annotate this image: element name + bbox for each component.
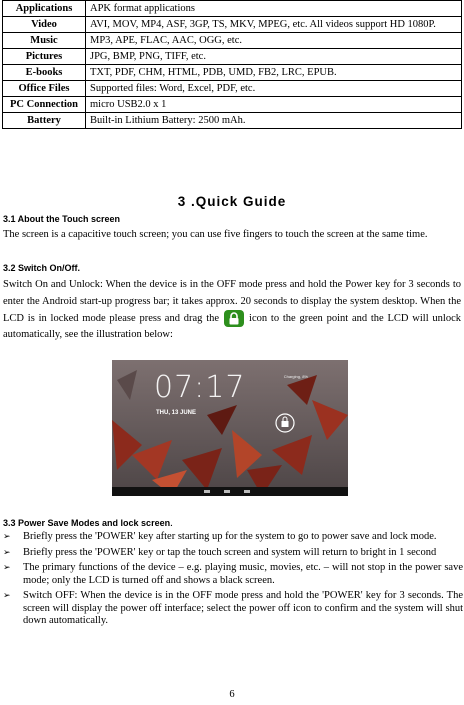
- spec-value: Supported files: Word, Excel, PDF, etc.: [86, 81, 462, 97]
- arrow-bullet-icon: ➢: [3, 532, 11, 542]
- bullet-text: Briefly press the 'POWER' key after starting up for the system to go to power save and lock mode.: [23, 531, 437, 542]
- spec-row: [3, 1, 462, 17]
- page-number: 6: [229, 689, 235, 700]
- power-save-bullet-list: [3, 531, 463, 631]
- spec-value: Built-in Lithium Battery: 2500 mAh.: [86, 113, 462, 129]
- switch-text-after: icon to the green point and the LCD will unlock automatically, see the illustration below:: [3, 312, 461, 341]
- touch-paragraph: The screen is a capacitive touch screen; you can use five fingers to touch the screen at the same time.: [3, 229, 428, 240]
- switch-paragraph: [3, 277, 461, 344]
- spec-row: [3, 33, 462, 49]
- spec-row: [3, 65, 462, 81]
- bullet-text: Briefly press the 'POWER' key or tap the touch screen and system will return to bright in 1 second: [23, 546, 437, 558]
- spec-row: [3, 49, 462, 65]
- spec-value: MP3, APE, FLAC, AAC, OGG, etc.: [86, 33, 462, 49]
- switch-heading: 3.2 Switch On/Off.: [3, 263, 81, 273]
- spec-key: Video: [3, 17, 86, 33]
- spec-key: E-books: [3, 65, 86, 81]
- spec-row: [3, 113, 462, 129]
- bullet-text: Switch OFF: When the device is in the OFF mode press and hold the 'POWER' key for 3 seconds. The screen will display the power off interface; select the power off icon to confirm and the system will shut down automatically.: [23, 590, 463, 626]
- spec-row: [3, 81, 462, 97]
- power-save-heading-text: 3.3 Power Save Modes and lock screen: [3, 518, 171, 528]
- lock-screen-illustration: [112, 360, 348, 496]
- spec-value: JPG, BMP, PNG, TIFF, etc.: [86, 49, 462, 65]
- spec-value: APK format applications: [86, 1, 462, 17]
- power-save-heading-suffix: .: [170, 518, 173, 529]
- bullet-item: [3, 562, 463, 587]
- switch-text-before: Switch On and Unlock: When the device is in the OFF mode press and hold the Power key for 3 seconds to enter the Android start-up progress bar; it takes approx. 20 seconds to display the system desktop. When the LCD is in locked mode please press and drag the: [3, 279, 461, 324]
- spec-row: [3, 17, 462, 33]
- spec-value: TXT, PDF, CHM, HTML, PDB, UMD, FB2, LRC, EPUB.: [86, 65, 462, 81]
- spec-value: micro USB2.0 x 1: [86, 97, 462, 113]
- section-title: 3 .Quick Guide: [177, 194, 287, 209]
- bullet-item: [3, 590, 463, 628]
- spec-key: Music: [3, 33, 86, 49]
- lock-screen-clock: 07:17: [154, 370, 246, 405]
- power-save-heading: [3, 518, 173, 529]
- spec-row: [3, 97, 462, 113]
- spec-key: Office Files: [3, 81, 86, 97]
- arrow-bullet-icon: ➢: [3, 591, 11, 601]
- spec-table-body: [3, 1, 462, 129]
- bullet-item: [3, 531, 463, 544]
- spec-key: Pictures: [3, 49, 86, 65]
- touch-heading: 3.1 About the Touch screen: [3, 214, 121, 224]
- bullet-item: [3, 547, 463, 560]
- lock-icon: [224, 310, 244, 327]
- bullet-text: The primary functions of the device – e.g. playing music, movies, etc. – will not stop in the power save mode; only the LCD is turned off and shows a black screen.: [23, 562, 463, 586]
- charging-status: Charging, 8%: [283, 374, 308, 379]
- spec-key: Applications: [3, 1, 86, 17]
- arrow-bullet-icon: ➢: [3, 547, 11, 558]
- arrow-bullet-icon: ➢: [3, 563, 11, 573]
- spec-key: PC Connection: [3, 97, 86, 113]
- spec-key: Battery: [3, 113, 86, 129]
- lock-screen-date: THU, 13 JUNE: [156, 410, 197, 416]
- spec-value: AVI, MOV, MP4, ASF, 3GP, TS, MKV, MPEG, etc. All videos support HD 1080P.: [86, 17, 462, 33]
- spec-table: [2, 0, 462, 129]
